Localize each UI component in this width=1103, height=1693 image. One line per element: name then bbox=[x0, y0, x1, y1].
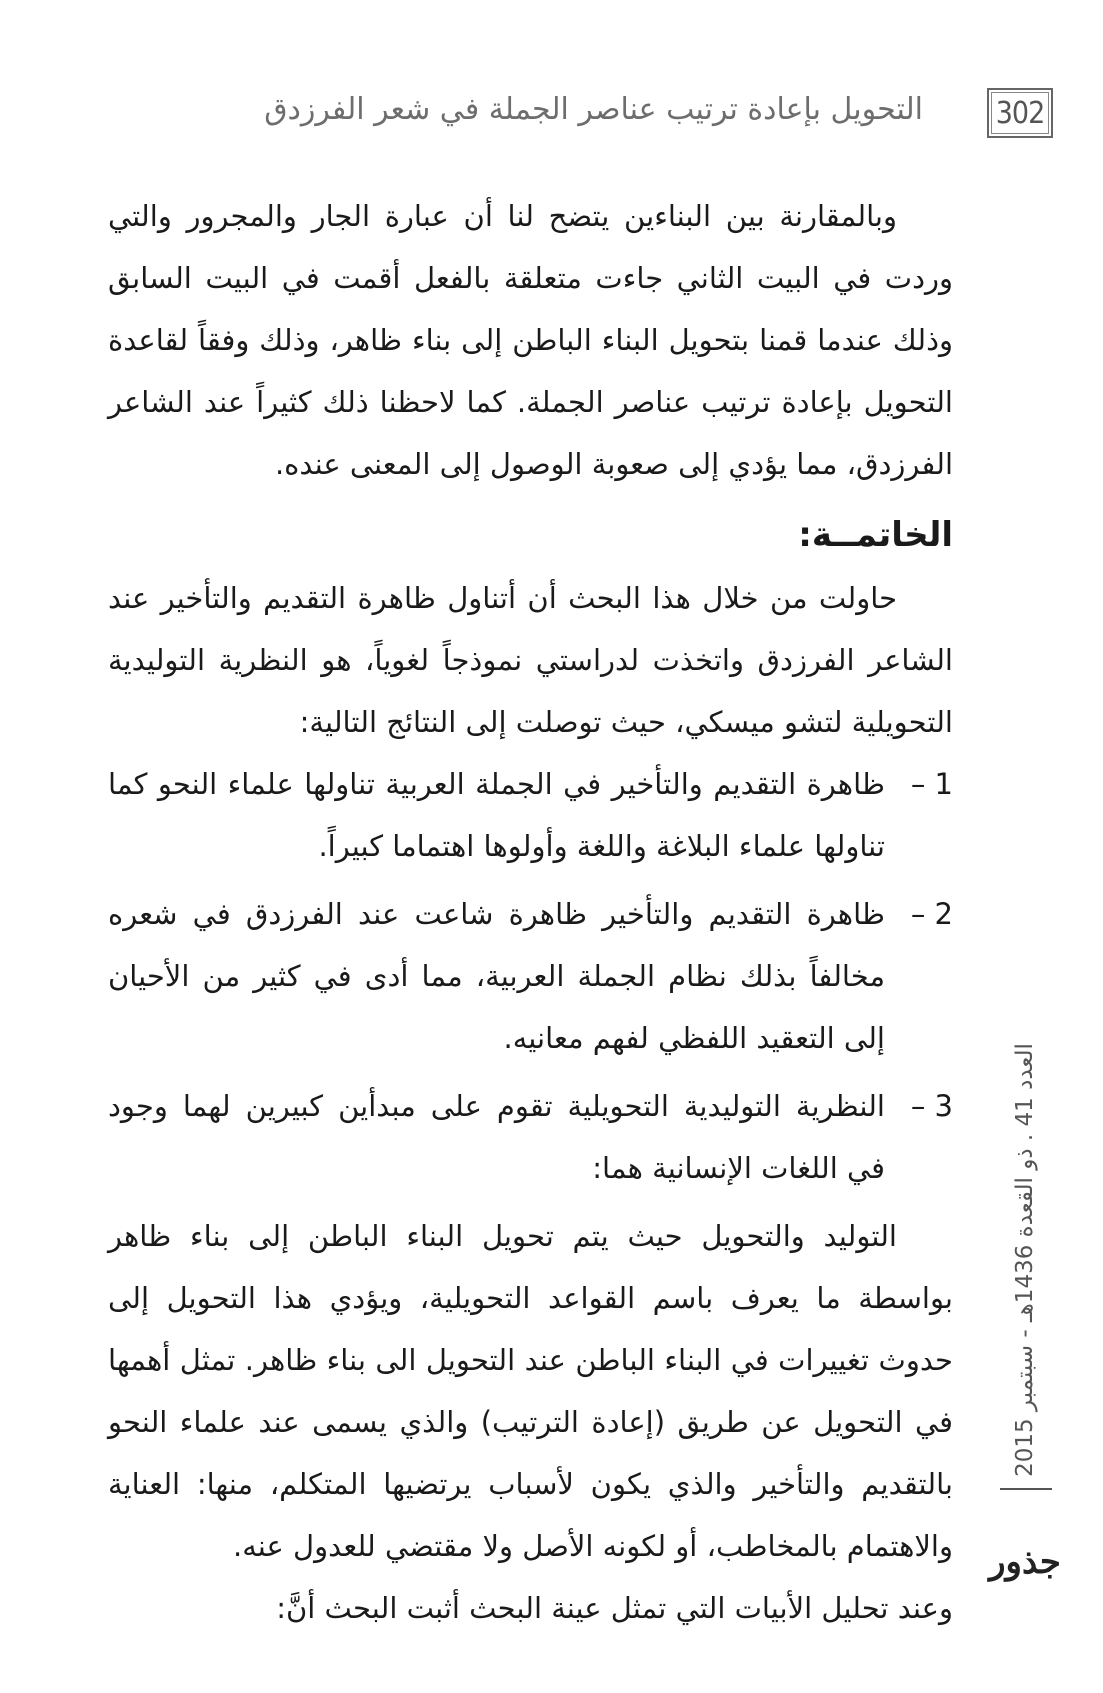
result-text: ظاهرة التقديم والتأخير ظاهرة شاعت عند الفرزدق في شعره مخالفاً بذلك نظام الجملة العربية، مما أدى في كثير من الأحيان إلى التعقيد اللفظي لفهم معانيه. bbox=[108, 897, 885, 1055]
article-body bbox=[108, 185, 953, 1639]
result-item-1 bbox=[108, 753, 953, 877]
result-item-3 bbox=[108, 1075, 953, 1199]
result-number: 1 – bbox=[910, 767, 953, 801]
generation-paragraph: التوليد والتحويل حيث يتم تحويل البناء الباطن إلى بناء ظاهر بواسطة ما يعرف باسم القواعد التحويلية، ويؤدي هذا التحويل إلى حدوث تغييرات في البناء الباطن عند التحويل الى بناء ظاهر. تمثل أهمها في التحويل عن طريق (إعادة الترتيب) والذي يسمى عند علماء النحو بالتقديم والتأخير والذي يكون لأسباب يرتضيها المتكلم، منها: العناية والاهتمام بالمخاطب، أو لكونه الأصل ولا مقتضي للعدول عنه. bbox=[108, 1219, 953, 1563]
side-divider bbox=[1000, 1488, 1052, 1490]
issue-info-strip bbox=[1003, 1040, 1047, 1480]
running-title: التحويل بإعادة ترتيب عناصر الجملة في شعر الفرزدق bbox=[264, 92, 923, 127]
page-number: 302 bbox=[991, 92, 1049, 134]
journal-logo: جذور bbox=[989, 1542, 1061, 1582]
closing-line: وعند تحليل الأبيات التي تمثل عينة البحث أثبت البحث أنَّ: bbox=[276, 1591, 953, 1625]
issue-info: العدد 41 . ذو القعدة 1436هـ - سبتمبر 2015 bbox=[1012, 1043, 1038, 1477]
result-item-2 bbox=[108, 883, 953, 1069]
result-text: ظاهرة التقديم والتأخير في الجملة العربية تناولها علماء النحو كما تناولها علماء البلاغة واللغة وأولوها اهتماما كبيراً. bbox=[108, 767, 885, 863]
page-number-box bbox=[987, 88, 1053, 138]
result-number: 2 – bbox=[910, 897, 953, 931]
intro-paragraph: وبالمقارنة بين البناءين يتضح لنا أن عبارة الجار والمجرور والتي وردت في البيت الثاني جاءت متعلقة بالفعل أقمت في البيت السابق وذلك عندما قمنا بتحويل البناء الباطن إلى بناء ظاهر، وذلك وفقاً لقاعدة التحويل بإعادة ترتيب عناصر الجملة. كما لاحظنا ذلك كثيراً عند الشاعر الفرزدق، مما يؤدي إلى صعوبة الوصول إلى المعنى عنده. bbox=[108, 199, 953, 481]
result-text: النظرية التوليدية التحويلية تقوم على مبدأين كبيرين لهما وجود في اللغات الإنسانية هما: bbox=[108, 1089, 885, 1185]
conclusion-intro: حاولت من خلال هذا البحث أن أتناول ظاهرة التقديم والتأخير عند الشاعر الفرزدق واتخذت لدراستي نموذجاً لغوياً، هو النظرية التوليدية التحويلية لتشو ميسكي، حيث توصلت إلى النتائج التالية: bbox=[108, 581, 953, 739]
result-number: 3 – bbox=[910, 1089, 953, 1123]
conclusion-heading: الخاتمــة: bbox=[798, 515, 953, 555]
